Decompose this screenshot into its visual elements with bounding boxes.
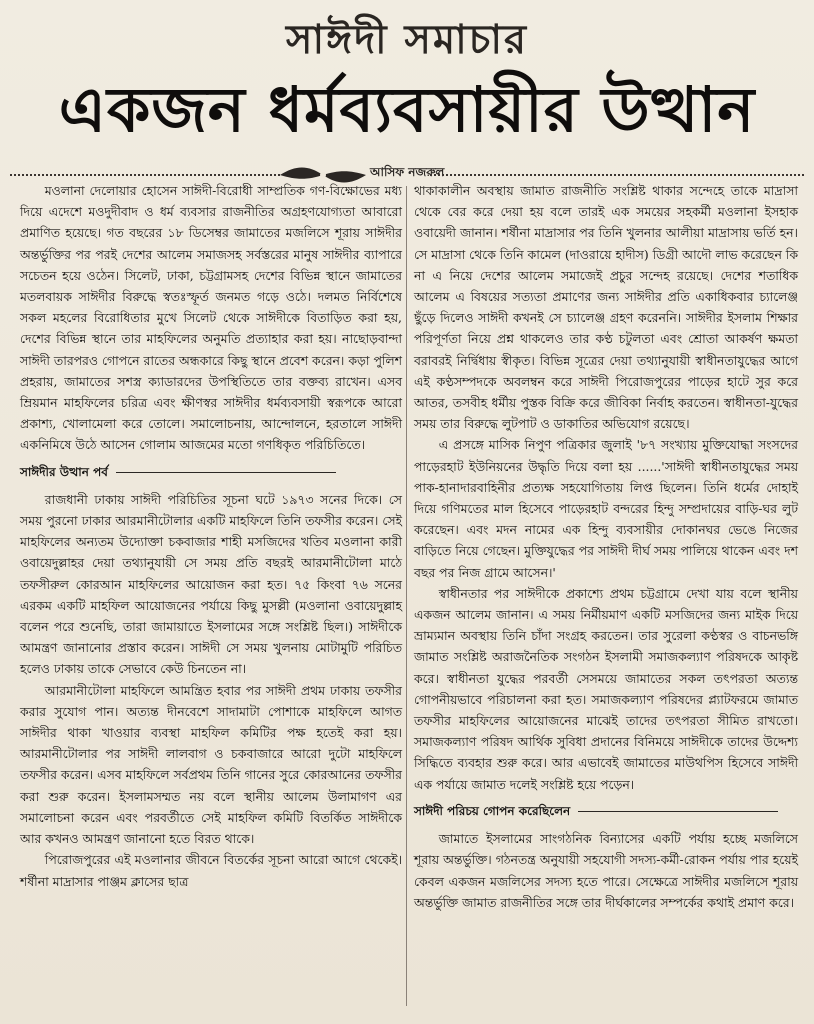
subhead-text: সাঈদীর উত্থান পর্ব [20,464,108,479]
body-paragraph: আরমানীটোলা মাহফিলে আমন্ত্রিত হবার পর সাঈদী প্রথম ঢাকায় তফসীর করার সুযোগ পান। অত্যন্ত দীনবেশে সাদামাটা পোশাকে মাহফিলে আগত সাঈদীর থাকা খাওয়ার ব্যবস্থা মাহফিল কমিটির পক্ষ হতেই করা হয়। আরমানীটোলার পর সাঈদী লালবাগ ও চকবাজারে আরো দুটো মাহফিলে তফসীর করেন। এসব মাহফিলে সর্বপ্রথম তিনি গানের সুরে কোরআনের তফসীর করা শুরু করেন। ইসলামসম্মত নয় বলে স্থানীয় আলেম উলামাগণ এর সমালোচনা করেন এবং পরবর্তীতে সেই মাহফিল কমিটি বিতর্কিত সাঈদীকে আর কখনও আমন্ত্রণ জানানো হতে বিরত থাকে। [20,682,402,847]
left-column [20,180,402,892]
body-paragraph: জামাতে ইসলামের সাংগঠনিক বিন্যাসের একটি পর্যায় হচ্ছে মজলিসে শূরায় অন্তর্ভুক্তি। গঠনতন্ত্র অনুযায়ী সহযোগী সদস্য-কর্মী-রোকন পর্যায় পার হয়েই কেবল একজন মজলিসের সদস্য হতে পারে। সেক্ষেত্রে সাঈদীর মজলিসে শূরায় অন্তর্ভুক্তি জামাত রাজনীতির সঙ্গে তার দীর্ঘকালের সম্পর্কের কথাই প্রমাণ করে। [414,831,798,910]
subhead-rule [116,472,336,473]
body-paragraph: এ প্রসঙ্গে মাসিক নিপুণ পত্রিকার জুলাই '৮৭ সংখ্যায় মুক্তিযোদ্ধা সংসদের পাড়েরহাট ইউনিয়নের উদ্ধৃতি দিয়ে বলা হয় ......'সাঈদী স্বাধীনতাযুদ্ধের সময় পাক-হানাদারবাহিনীর প্রত্যক্ষ সহযোগিতায় লিপ্ত ছিলেন। তিনি ধর্মের দোহাই দিয়ে গণিমতের মাল হিসেবে পাড়েরহাট বন্দরের হিন্দু সম্প্রদায়ের বাড়ি-ঘর লুট করেছেন। এবং মদন নামের এক হিন্দু ব্যবসায়ীর দোকানঘর ভেঙে নিজের বাড়িতে নিয়ে গেছেন। মুক্তিযুদ্ধের পর সাঈদী দীর্ঘ সময় পালিয়ে থাকেন এবং দশ বছর পর নিজ গ্রামে আসেন।' [414,437,798,580]
ornament-rule-left [10,174,280,176]
subhead-rise [20,462,402,485]
subhead-rule [578,811,778,812]
ornament-rule-right [430,174,804,176]
subhead-identity-hidden [414,801,798,824]
body-paragraph: পিরোজপুরের এই মওলানার জীবনে বিতর্কের সূচনা আরো আগে থেকেই। শর্ষীনা মাদ্রাসার পাঞ্জম ক্লাসের ছাত্র [20,852,402,889]
right-column [414,180,798,913]
section-kicker: সাঈদী সমাচার [286,17,528,63]
subhead-text: সাঈদী পরিচয় গোপন করেছিলেন [414,803,571,818]
body-paragraph: রাজধানী ঢাকায় সাঈদী পরিচিতির সূচনা ঘটে ১৯৭৩ সনের দিকে। সে সময় পুরনো ঢাকার আরমানীটোলার একটি মাহফিলে তিনি তফসীর করেন। সেই মাহফিলের অন্যতম উদ্যোক্তা চকবাজার শাহী মসজিদের খতিব মওলানা কারী ওবায়েদুল্লাহর দেয়া তথ্যানুযায়ী সে সময় প্রতি বছরই আরমানীটোলা মাঠে তফসীরুল কোরআন মাহফিলের আয়োজন করা হত। ৭৫ কিংবা ৭৬ সনের এরকম একটি মাহফিল আয়োজনের পর্যায়ে কিছু মুসল্লী (মওলানা ওবায়েদুল্লাহ বলেন পরে শুনেছি, তারা জামায়াতে ইসলামের সঙ্গে সংশ্লিষ্ট ছিল।) সাঈদীকে আমন্ত্রণ জানানোর প্রস্তাব করেন। সাঈদী সে সময় খুলনায় মোটামুটি পরিচিত হলেও ঢাকায় তাকে সেভাবে কেউ চিনতেন না। [20,491,402,677]
body-paragraph: স্বাধীনতার পর সাঈদীকে প্রকাশ্যে প্রথম চট্টগ্রামে দেখা যায় বলে স্থানীয় একজন আলেম জানান। এ সময় নির্মীয়মাণ একটি মসজিদের জন্য মাইক দিয়ে ভ্রাম্যমান অবস্থায় তিনি চাঁদা সংগ্রহ করতেন। তার সুরেলা কণ্ঠস্বর ও বাচনভঙ্গি জামাত সংশ্লিষ্ট অরাজনৈতিক সংগঠন ইসলামী সমাজকল্যাণ পরিষদকে আকৃষ্ট করে। স্বাধীনতা যুদ্ধের পরবর্তী সেসময়ে জামাতের সকল তৎপরতা অত্যন্ত গোপনীয়ভাবে পরিচালনা করা হত। সমাজকল্যাণ পরিষদের প্ল্যাটফরমে জামাত তফসীর মাহফিলের আয়োজনের মাঝেই তাদের তৎপরতা সীমিত রাখতো। সমাজকল্যাণ পরিষদ আর্থিক সুবিধা প্রদানের বিনিময়ে সাঈদীকে তাদের উদ্দেশ্য সিদ্ধিতে ব্যবহার শুরু করে। আর এভাবেই জামাতের মাউথপিস হিসেবে সাঈদী এক পর্যায়ে জামাত দলেই সংশ্লিষ্ট হয়ে পড়েন। [414,585,798,792]
author-byline: আসিফ নজরুল [370,165,445,179]
column-divider [406,186,407,1006]
body-paragraph: থাকাকালীন অবস্থায় জামাত রাজনীতি সংশ্লিষ্ট থাকার সন্দেহে তাকে মাদ্রাসা থেকে বের করে দেয়া হয় বলে তারই এক সময়ের সহকর্মী মওলানা ইসহাক ওবায়েদী জানান। শর্ষীনা মাদ্রাসার পর তিনি খুলনার আলীয়া মাদ্রাসায় ভর্তি হন। সে মাদ্রাসা থেকে তিনি কামেল (দাওরায়ে হাদীস) ডিগ্রী আদৌ লাভ করেছেন কি না এ নিয়ে দেশের আলেম সমাজেই প্রচুর সন্দেহ রয়েছে। দেশের শতাধিক আলেম এ বিষয়ের সত্যতা প্রমাণের জন্য সাঈদীর প্রতি একাধিকবার চ্যালেঞ্জ ছুঁড়ে দিলেও সাঈদী কখনই সে চ্যালেঞ্জ গ্রহণ করেননি। সাঈদীর ইসলাম শিক্ষার পরিপূর্ণতা নিয়ে প্রশ্ন থাকলেও তার কণ্ঠ চটুলতা এবং শ্রোতা আকর্ষণ ক্ষমতা বরাবরই নির্দ্বিধায় স্বীকৃত। বিভিন্ন সূত্রের দেয়া তথ্যানুযায়ী স্বাধীনতাযুদ্ধের আগে এই কণ্ঠসম্পদকে অবলম্বন করে সাঈদী পিরোজপুরের পাড়ের হাটে সুর করে আতর, তসবীহ ধর্মীয় পুস্তক বিক্রি করে জীবিকা নির্বাহ করতেন। স্বাধীনতা-যুদ্ধের সময় তার বিরুদ্ধে লুটপাট ও ডাকাতির অভিযোগ রয়েছে। [414,183,798,432]
article-headline: একজন ধর্মব্যবসায়ীর উত্থান [58,73,756,146]
body-paragraph: মওলানা দেলোয়ার হোসেন সাঈদী-বিরোধী সাম্প্রতিক গণ-বিক্ষোভের মধ্য দিয়ে এদেশে মওদুদীবাদ ও ধর্ম ব্যবসার রাজনীতির অগ্রহণযোগ্যতা আবারো প্রমাণিত হয়েছে। গত বছরের ১৮ ডিসেম্বর জামাতের মজলিসে শূরায় সাঈদীর অন্তর্ভুক্তির পর পরই দেশের আলেম সমাজসহ সর্বস্তরের মানুষ সাঈদীর ব্যাপারে সচেতন হয়ে ওঠেন। সিলেট, ঢাকা, চট্টগ্রামসহ দেশের বিভিন্ন স্থানে জামাতের মতলবায়ক সাঈদীর বিরুদ্ধে স্বতঃস্ফূর্ত জনমত গড়ে ওঠে। দলমত নির্বিশেষে সকল মহলের বিরোধিতার মুখে সিলেট থেকে সাঈদীকে বিতাড়িত করা হয়, দেশের বিভিন্ন স্থানে তার মাহফিলের অনুমতি প্রত্যাহার করা হয়। নাছোড়বান্দা সাঈদী তারপরও গোপনে রাতের অন্ধকারে কিছু স্থানে প্রবেশ করেন। কড়া পুলিশ প্রহরায়, জামাতের সশস্ত্র ক্যাডারদের উপস্থিতিতে তার বক্তব্য রাখেন। এসব ম্রিয়মান মাহফিলের চরিত্র এবং ক্ষীণস্বর সাঈদীর ধর্মব্যবসায়ী স্বরূপকে আরো প্রকাশ্য, খোলামেলা করে তোলে। সমালোচনায়, আন্দোলনে, হরতালে সাঈদী একনিমিষে উঠে আসেন গোলাম আজমের মতো গণধিকৃত পরিচিতিতে। [20,183,402,453]
